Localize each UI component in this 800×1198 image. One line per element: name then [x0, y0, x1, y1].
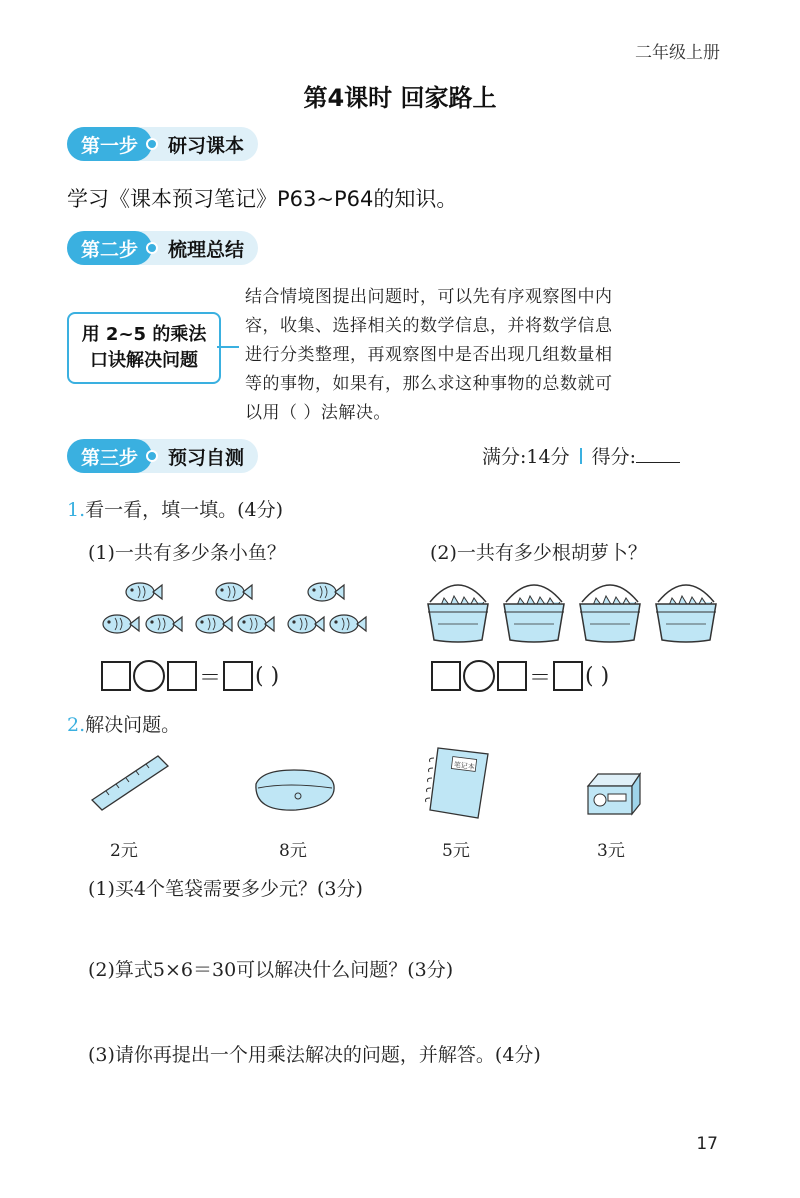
- basket-icon: [428, 585, 488, 642]
- q1-text: 看一看，填一填。(4分): [85, 499, 284, 521]
- answer-box[interactable]: [167, 661, 197, 691]
- fish-icon: [216, 583, 252, 601]
- summary-paragraph: [245, 283, 695, 428]
- score-blank[interactable]: [636, 444, 680, 463]
- operator-circle[interactable]: [133, 660, 165, 692]
- price-notebook: 5元: [442, 841, 470, 861]
- answer-box[interactable]: [101, 661, 131, 691]
- concept-box: [67, 312, 221, 384]
- notebook-icon: [424, 744, 494, 822]
- fish-icon: [126, 583, 162, 601]
- answer-box[interactable]: [223, 661, 253, 691]
- fish-icon: [330, 615, 366, 633]
- q1-sub1: (1)一共有多少条小鱼？: [88, 542, 286, 564]
- pencil-case-icon: [248, 766, 340, 814]
- summary-line: 容，收集、选择相关的数学信息，并将数学信息: [245, 316, 613, 336]
- price-ruler: 2元: [110, 841, 138, 861]
- price-pencil-case: 8元: [279, 841, 307, 861]
- price-sharpener: 3元: [597, 841, 625, 861]
- step1-header: [67, 127, 258, 161]
- step1-number: 第一步: [67, 127, 152, 161]
- step3-name: 预习自测: [168, 446, 245, 469]
- full-score: 满分:14分: [482, 446, 570, 468]
- summary-line: 以用（ ）法解决。: [245, 403, 391, 423]
- ruler-icon: [88, 752, 172, 814]
- score-divider: [580, 448, 582, 464]
- fish-icon: [238, 615, 274, 633]
- unit-blank[interactable]: ( ): [255, 663, 280, 689]
- q1-equation-1: [101, 660, 279, 692]
- grade-label: 二年级上册: [635, 43, 720, 63]
- step1-text: 学习《课本预习笔记》P63~P64的知识。: [67, 187, 458, 211]
- equals-sign: ＝: [529, 665, 552, 691]
- basket-icon: [504, 585, 564, 642]
- q2-sub1: (1)买4个笔袋需要多少元？(3分): [88, 878, 363, 900]
- q1-equation-2: [431, 660, 609, 692]
- answer-box[interactable]: [497, 661, 527, 691]
- sharpener-icon: [584, 770, 644, 820]
- q1-sub2: (2)一共有多少根胡萝卜？: [430, 542, 647, 564]
- answer-box[interactable]: [553, 661, 583, 691]
- fish-illustration: [96, 576, 376, 646]
- carrot-basket-illustration: [424, 572, 724, 644]
- step2-number: 第二步: [67, 231, 152, 265]
- basket-icon: [656, 585, 716, 642]
- unit-blank[interactable]: ( ): [585, 663, 610, 689]
- step1-dot: [146, 138, 158, 150]
- fish-icon: [146, 615, 182, 633]
- answer-box[interactable]: [431, 661, 461, 691]
- score-area: [482, 442, 680, 469]
- q1-number: 1.: [67, 499, 86, 521]
- q2-sub3: (3)请你再提出一个用乘法解决的问题，并解答。(4分): [88, 1044, 541, 1066]
- step2-header: [67, 231, 258, 265]
- q1-heading: [67, 495, 283, 522]
- step2-name: 梳理总结: [168, 238, 245, 261]
- step3-header: [67, 439, 258, 473]
- step3-number: 第三步: [67, 439, 152, 473]
- concept-line-1: 用 2~5 的乘法: [81, 324, 207, 345]
- fish-icon: [196, 615, 232, 633]
- step1-name: 研习课本: [168, 134, 245, 157]
- page-number: 17: [696, 1134, 718, 1154]
- summary-line: 结合情境图提出问题时，可以先有序观察图中内: [245, 287, 613, 307]
- operator-circle[interactable]: [463, 660, 495, 692]
- q2-sub2: (2)算式5×6＝30可以解决什么问题？(3分): [88, 959, 454, 981]
- q2-heading: [67, 710, 180, 737]
- score-label: 得分:: [591, 446, 636, 468]
- fish-icon: [103, 615, 139, 633]
- lesson-title: 第4课时 回家路上: [303, 84, 497, 112]
- basket-icon: [580, 585, 640, 642]
- q2-text: 解决问题。: [85, 714, 181, 736]
- summary-line: 进行分类整理，再观察图中是否出现几组数量相: [245, 345, 613, 365]
- concept-line-2: 口诀解决问题: [90, 350, 198, 371]
- notebook-label: 笔记本: [453, 760, 476, 772]
- summary-line: 等的事物，如果有，那么求这种事物的总数就可: [245, 374, 613, 394]
- step3-dot: [146, 450, 158, 462]
- concept-connector: [217, 346, 239, 348]
- q2-number: 2.: [67, 714, 86, 736]
- fish-icon: [308, 583, 344, 601]
- step2-dot: [146, 242, 158, 254]
- fish-icon: [288, 615, 324, 633]
- equals-sign: ＝: [199, 665, 222, 691]
